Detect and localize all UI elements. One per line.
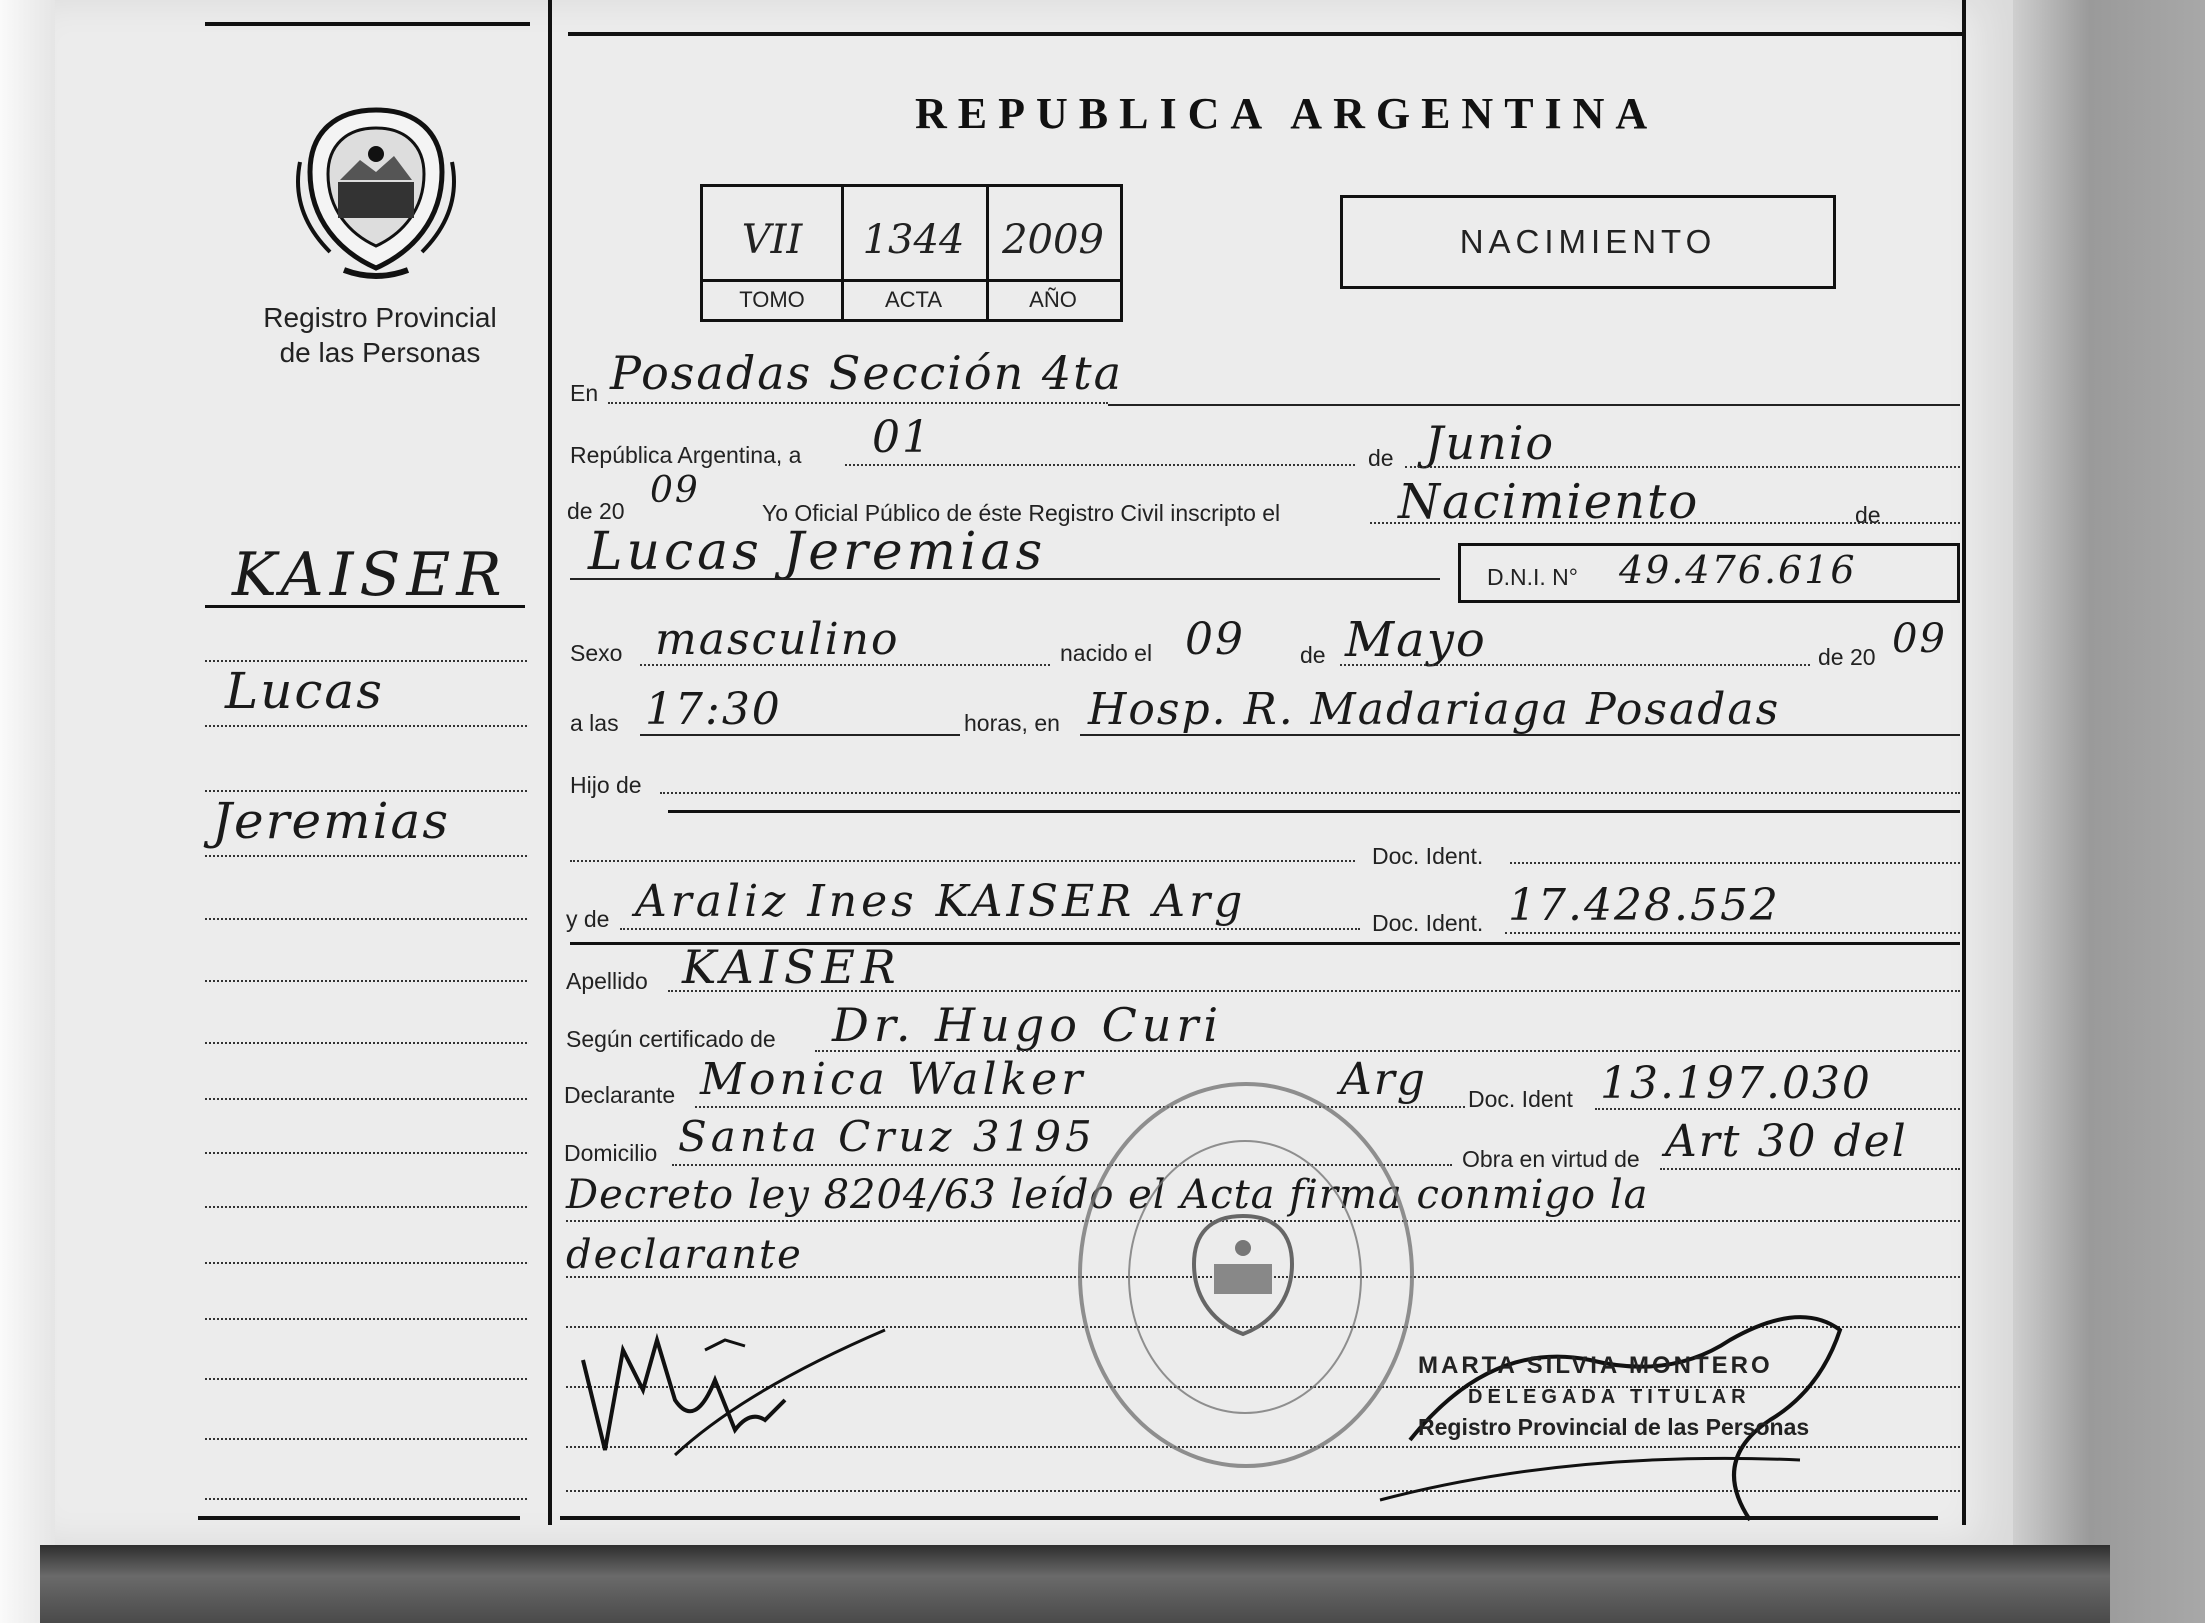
nacido-label: nacido el bbox=[1060, 640, 1153, 666]
act-number-box bbox=[700, 184, 1123, 322]
nacido-month-value: Mayo bbox=[1345, 612, 1487, 668]
alas-label: a las bbox=[570, 710, 619, 736]
sidebar-top-rule bbox=[205, 22, 530, 26]
en-label: En bbox=[570, 380, 599, 406]
domicilio-value: Santa Cruz 3195 bbox=[678, 1112, 1096, 1161]
en-line-solid bbox=[1108, 404, 1960, 406]
sidebar-line bbox=[205, 1206, 527, 1208]
registry-name bbox=[225, 300, 535, 370]
de-label3: de bbox=[1300, 642, 1326, 668]
certificado-value: Dr. Hugo Curi bbox=[832, 998, 1224, 1052]
de20-label: de 20 bbox=[567, 498, 625, 524]
sidebar-line bbox=[205, 1098, 527, 1100]
child-name-value: Lucas Jeremias bbox=[588, 522, 1047, 582]
madre-value: Araliz Ines KAISER Arg bbox=[635, 876, 1247, 927]
nacido-day-value: 09 bbox=[1185, 614, 1245, 665]
tomo-value: VII bbox=[741, 217, 803, 263]
acta-value: 1344 bbox=[862, 217, 965, 263]
nacido-month-line bbox=[1340, 664, 1810, 666]
sidebar-name1: Lucas bbox=[225, 662, 384, 720]
obra-label: Obra en virtud de bbox=[1462, 1146, 1640, 1172]
declarante-nationality: Arg bbox=[1340, 1054, 1427, 1105]
sidebar-line bbox=[205, 855, 527, 857]
declarante-line bbox=[695, 1106, 1465, 1108]
year-value: 09 bbox=[650, 470, 700, 511]
madre-line bbox=[620, 928, 1360, 930]
doc1-label: Doc. Ident. bbox=[1372, 843, 1484, 869]
declarante-signature-icon bbox=[565, 1280, 895, 1470]
month-line bbox=[1405, 466, 1960, 468]
certificado-line bbox=[815, 1050, 1960, 1052]
sidebar-line bbox=[205, 1438, 527, 1440]
signatory-name: MARTA SILVIA MONTERO bbox=[1418, 1352, 1773, 1379]
apellido-line bbox=[668, 990, 1960, 992]
acta-label: ACTA bbox=[884, 287, 943, 312]
lugar-value: Hosp. R. Madariaga Posadas bbox=[1088, 684, 1781, 735]
name-line bbox=[570, 578, 1440, 580]
misiones-seal-icon bbox=[290, 102, 462, 282]
anio-label: AÑO bbox=[1029, 287, 1077, 312]
stamp-seal-icon bbox=[1188, 1210, 1298, 1340]
sexo-value: masculino bbox=[655, 614, 900, 665]
sidebar-line bbox=[205, 1378, 527, 1380]
tomo-label: TOMO bbox=[739, 287, 805, 312]
document-type-box: NACIMIENTO bbox=[1340, 195, 1836, 289]
registry-name-line1: Registro Provincial bbox=[263, 302, 497, 333]
lugar-line bbox=[1080, 734, 1960, 736]
sidebar-divider bbox=[548, 0, 552, 1525]
nacido-year-value: 09 bbox=[1892, 616, 1947, 662]
sidebar-surname-rule bbox=[205, 605, 525, 608]
hijo-label: Hijo de bbox=[570, 772, 642, 798]
country-title: REPUBLICA ARGENTINA bbox=[915, 89, 1659, 138]
hijo-rule bbox=[668, 810, 1960, 813]
form-top-rule bbox=[568, 32, 1963, 36]
doc3-value: 13.197.030 bbox=[1600, 1058, 1872, 1109]
certificado-label: Según certificado de bbox=[566, 1026, 776, 1052]
declarante-value: Monica Walker bbox=[700, 1054, 1087, 1105]
sidebar-line bbox=[205, 660, 527, 662]
sidebar-name2: Jeremias bbox=[212, 792, 450, 850]
apellido-value: KAISER bbox=[682, 940, 902, 994]
registry-name-line2: de las Personas bbox=[279, 337, 481, 368]
signatory-office: Registro Provincial de las Personas bbox=[1418, 1414, 1810, 1440]
republica-label: República Argentina, a bbox=[570, 442, 802, 468]
domicilio-label: Domicilio bbox=[564, 1140, 658, 1166]
oficial-label: Yo Oficial Público de éste Registro Civil inscripto el bbox=[762, 500, 1281, 526]
page-edge bbox=[0, 0, 58, 1623]
day-value: 01 bbox=[872, 412, 932, 463]
obra-line bbox=[1660, 1168, 1960, 1170]
de-label2: de bbox=[1855, 502, 1881, 528]
observaciones-line2: declarante bbox=[566, 1232, 803, 1278]
sidebar-line bbox=[205, 725, 527, 727]
anio-value: 2009 bbox=[1002, 217, 1104, 263]
form-right-border bbox=[1962, 0, 1966, 1525]
sidebar-line bbox=[205, 790, 527, 792]
de-label: de bbox=[1368, 445, 1394, 471]
inscripto-value: Nacimiento bbox=[1398, 474, 1700, 530]
sidebar-line bbox=[205, 918, 527, 920]
obra-value: Art 30 del bbox=[1665, 1116, 1908, 1167]
declarante-label: Declarante bbox=[564, 1082, 676, 1108]
month-value: Junio bbox=[1425, 416, 1556, 470]
yde-label: y de bbox=[566, 906, 610, 932]
dni-value: 49.476.616 bbox=[1619, 548, 1857, 592]
doc1-line bbox=[1510, 862, 1960, 864]
act-box-divider bbox=[703, 279, 1120, 282]
observaciones-line1: Decreto ley 8204/63 leído el Acta firma conmigo la bbox=[566, 1172, 1649, 1218]
en-value: Posadas Sección 4ta bbox=[610, 346, 1124, 400]
sexo-line bbox=[640, 664, 1050, 666]
book-cover-right bbox=[2013, 0, 2205, 1623]
hora-line bbox=[640, 734, 960, 736]
sidebar-surname: KAISER bbox=[232, 540, 508, 610]
book-cover-bottom bbox=[40, 1545, 2110, 1623]
doc3-line bbox=[1595, 1108, 1960, 1110]
sidebar-line bbox=[205, 980, 527, 982]
dni-label: D.N.I. N° bbox=[1487, 564, 1578, 590]
hijo-line bbox=[660, 792, 1960, 794]
de20-label2: de 20 bbox=[1818, 644, 1876, 670]
sidebar-line bbox=[205, 1318, 527, 1320]
sexo-label: Sexo bbox=[570, 640, 623, 666]
doc2-value: 17.428.552 bbox=[1508, 880, 1780, 931]
sidebar-bottom-rule bbox=[198, 1516, 520, 1520]
apellido-label: Apellido bbox=[566, 968, 648, 994]
sidebar-line bbox=[205, 1152, 527, 1154]
horas-label: horas, en bbox=[964, 710, 1060, 736]
sidebar-line bbox=[205, 1042, 527, 1044]
dni-box bbox=[1458, 543, 1960, 603]
day-line bbox=[845, 464, 1355, 466]
en-line bbox=[608, 402, 1108, 404]
doc2-line bbox=[1505, 932, 1960, 934]
doc3-label: Doc. Ident bbox=[1468, 1086, 1573, 1112]
sidebar-line bbox=[205, 1262, 527, 1264]
signatory-title: DELEGADA TITULAR bbox=[1468, 1386, 1751, 1408]
doc2-label: Doc. Ident. bbox=[1372, 910, 1484, 936]
sidebar-line bbox=[205, 1498, 527, 1500]
hora-value: 17:30 bbox=[645, 684, 782, 735]
padre-line bbox=[570, 860, 1355, 862]
